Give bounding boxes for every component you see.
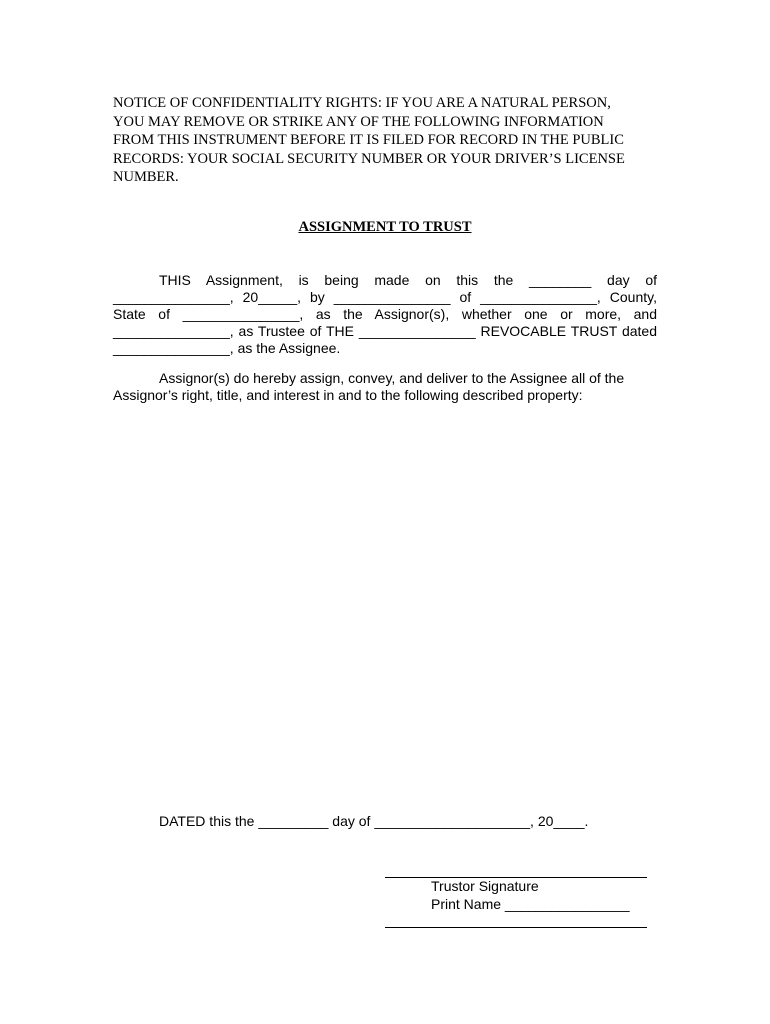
signature-bottom-line [385,927,647,928]
conveyance-paragraph: Assignor(s) do hereby assign, convey, and deliver to the Assignee all of the Assignor’s right, title, and interest in and to the following described property: [113,370,625,403]
dated-line: DATED this the _________ day of ____________________, 20____. [159,813,589,829]
print-name-field: Print Name ________________ [431,896,630,912]
document-title: ASSIGNMENT TO TRUST [298,219,472,235]
trustor-signature-label: Trustor Signature [431,878,539,894]
confidentiality-notice: NOTICE OF CONFIDENTIALITY RIGHTS: IF YOU ARE A NATURAL PERSON, YOU MAY REMOVE OR STRIKE ANY OF THE FOLLOWING INFORMATION FROM THIS INSTRUMENT BEFORE IT IS FILED FOR RECORD IN THE PUBLIC RECORDS: YOUR SOCIAL SECURITY NUMBER OR YOUR DRIVER’S LICENSE NUMBER. [113,95,625,186]
assignment-paragraph: THIS Assignment, is being made on this the ________ day of _______________, 20_____, by _______________ of _______________, County, State of _______________, as the Assignor(s), whether one or more, and _______________, as Trustee of THE _______________ REVOCABLE TRUST dated _______________, as the Assignee. [113,272,657,356]
